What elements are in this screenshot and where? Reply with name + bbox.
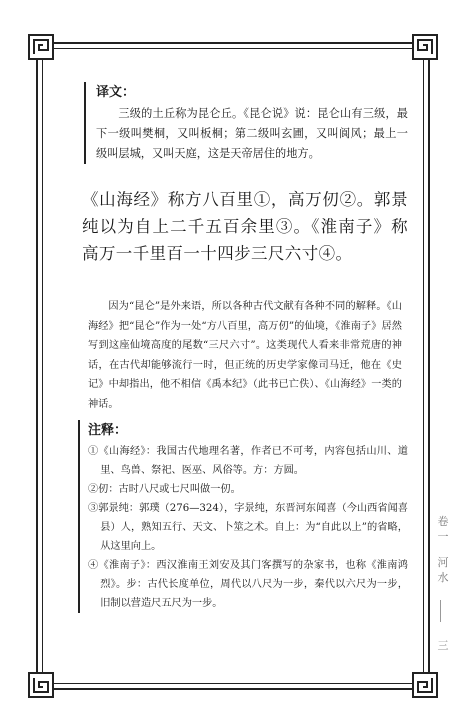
note-item: ②仞：古时八尺或七尺叫做一仞。 (88, 484, 241, 495)
note-item: ④《淮南子》：西汉淮南王刘安及其门客撰写的杂家书，也称《淮南鸿烈》。步：古代长度单位，周代以八尺为一步，秦代以六尺为一步，旧制以营造尺五尺为一步。 (88, 560, 408, 609)
page-content (82, 82, 408, 613)
corner-ornament-icon (28, 672, 54, 698)
page-number: 三 (437, 639, 449, 652)
explanation-paragraph: 因为“昆仑”是外来语，所以各种古代文献有各种不同的解释。《山海经》把“昆仑”作为一处“方八百里，高万仞”的仙境，《淮南子》居然写到这座仙境高度的尾数“三尺六寸”。这类现代人看来非常荒唐的神话，在古代却能够流行一时，但正统的历史学家像司马迁，他在《史记》中却指出，他不相信《禹本纪》（此书已亡佚）、《山海经》一类的神话。 (88, 301, 402, 410)
original-text: 《山海经》称方八百里①，高万仞②。郭景纯以为自上二千五百余里③。《淮南子》称高万一千里百一十四步三尺六寸④。 (82, 190, 408, 263)
margin-volume-label: 卷一 (437, 515, 449, 543)
margin-divider (440, 600, 441, 622)
notes-heading: 注释： (88, 423, 128, 438)
original-passage (82, 186, 408, 267)
translation-heading: 译文： (96, 85, 136, 100)
translation-text: 三级的土丘称为昆仑丘。《昆仑说》说：昆仑山有三级，最下一级叫樊桐，又叫板桐；第二级叫玄圃，又叫阆风；最上一级叫层城，又叫天庭，这是天帝居住的地方。 (96, 107, 408, 160)
corner-ornament-icon (412, 672, 438, 698)
translation-section (84, 82, 408, 164)
note-item: ③郭景纯：郭璞（276—324），字景纯，东晋河东闻喜（今山西省闻喜县）人，熟知五行、天文、卜筮之术。自上：为“自此以上”的省略，从这里向上。 (88, 503, 408, 552)
corner-ornament-icon (28, 34, 54, 60)
note-item: ①《山海经》：我国古代地理名著，作者已不可考，内容包括山川、道里、鸟兽、祭祀、医巫、风俗等。方：方圆。 (88, 446, 408, 476)
margin-section-label: 河水 (437, 556, 449, 584)
notes-section (78, 420, 408, 613)
corner-ornament-icon (412, 34, 438, 60)
